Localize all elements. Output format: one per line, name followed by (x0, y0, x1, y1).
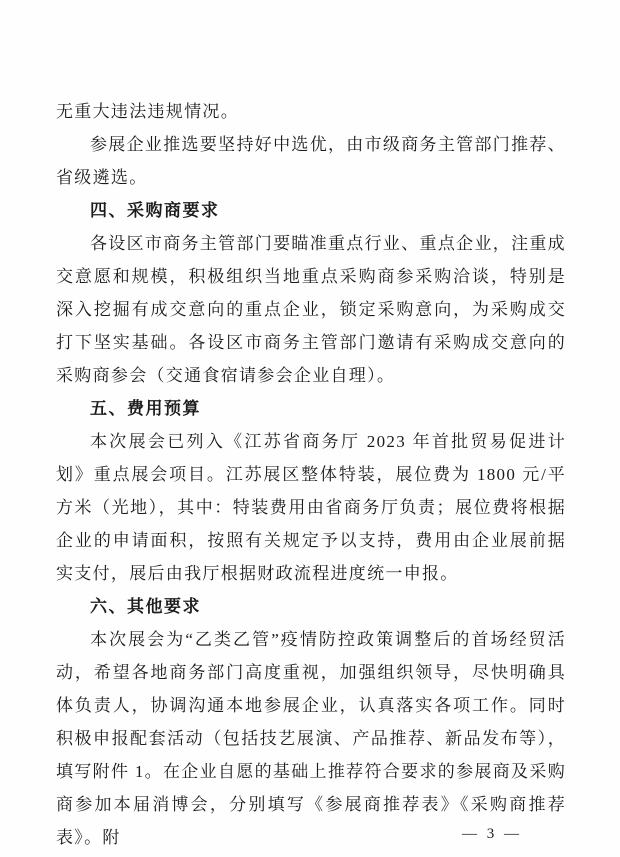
section-heading: 五、费用预算 (90, 399, 201, 418)
paragraph: 本次展会为“乙类乙管”疫情防控政策调整后的首场经贸活动，希望各地商务部门高度重视，加强组织领导，尽快明确具体负责人，协调沟通本地参展企业，认真落实各项工作。同时积极申报配套活动（包括技艺展演、产品推荐、新品发布等），填写附件 1。在企业自愿的基础上推荐符合要求的参展商及采购商参加本届消博会，分别填写《参展商推荐表》《采购商推荐表》。附 (56, 630, 566, 847)
paragraph: 本次展会已列入《江苏省商务厅 2023 年首批贸易促进计划》重点展会项目。江苏展区整体特装，展位费为 1800 元/平方米（光地），其中：特装费用由省商务厅负责；展位费将根据企业的申请面积，按照有关规定予以支持，费用由企业展前据实支付，展后由我厅根据财政流程进度统一申报。 (56, 432, 566, 583)
document-content (56, 95, 566, 854)
page-number: — 3 — (462, 826, 522, 842)
section-heading: 四、采购商要求 (90, 201, 220, 220)
paragraph: 参展企业推选要坚持好中选优，由市级商务主管部门推荐、省级遴选。 (56, 135, 566, 187)
paragraph: 各设区市商务主管部门要瞄准重点行业、重点企业，注重成交意愿和规模，积极组织当地重点采购商参采购洽谈，特别是深入挖掘有成交意向的重点企业，锁定采购意向，为采购成交打下坚实基础。各设区市商务主管部门邀请有采购成交意向的采购商参会（交通食宿请参会企业自理）。 (56, 234, 566, 385)
section-heading: 六、其他要求 (90, 597, 201, 616)
paragraph: 无重大违法违规情况。 (56, 102, 239, 121)
